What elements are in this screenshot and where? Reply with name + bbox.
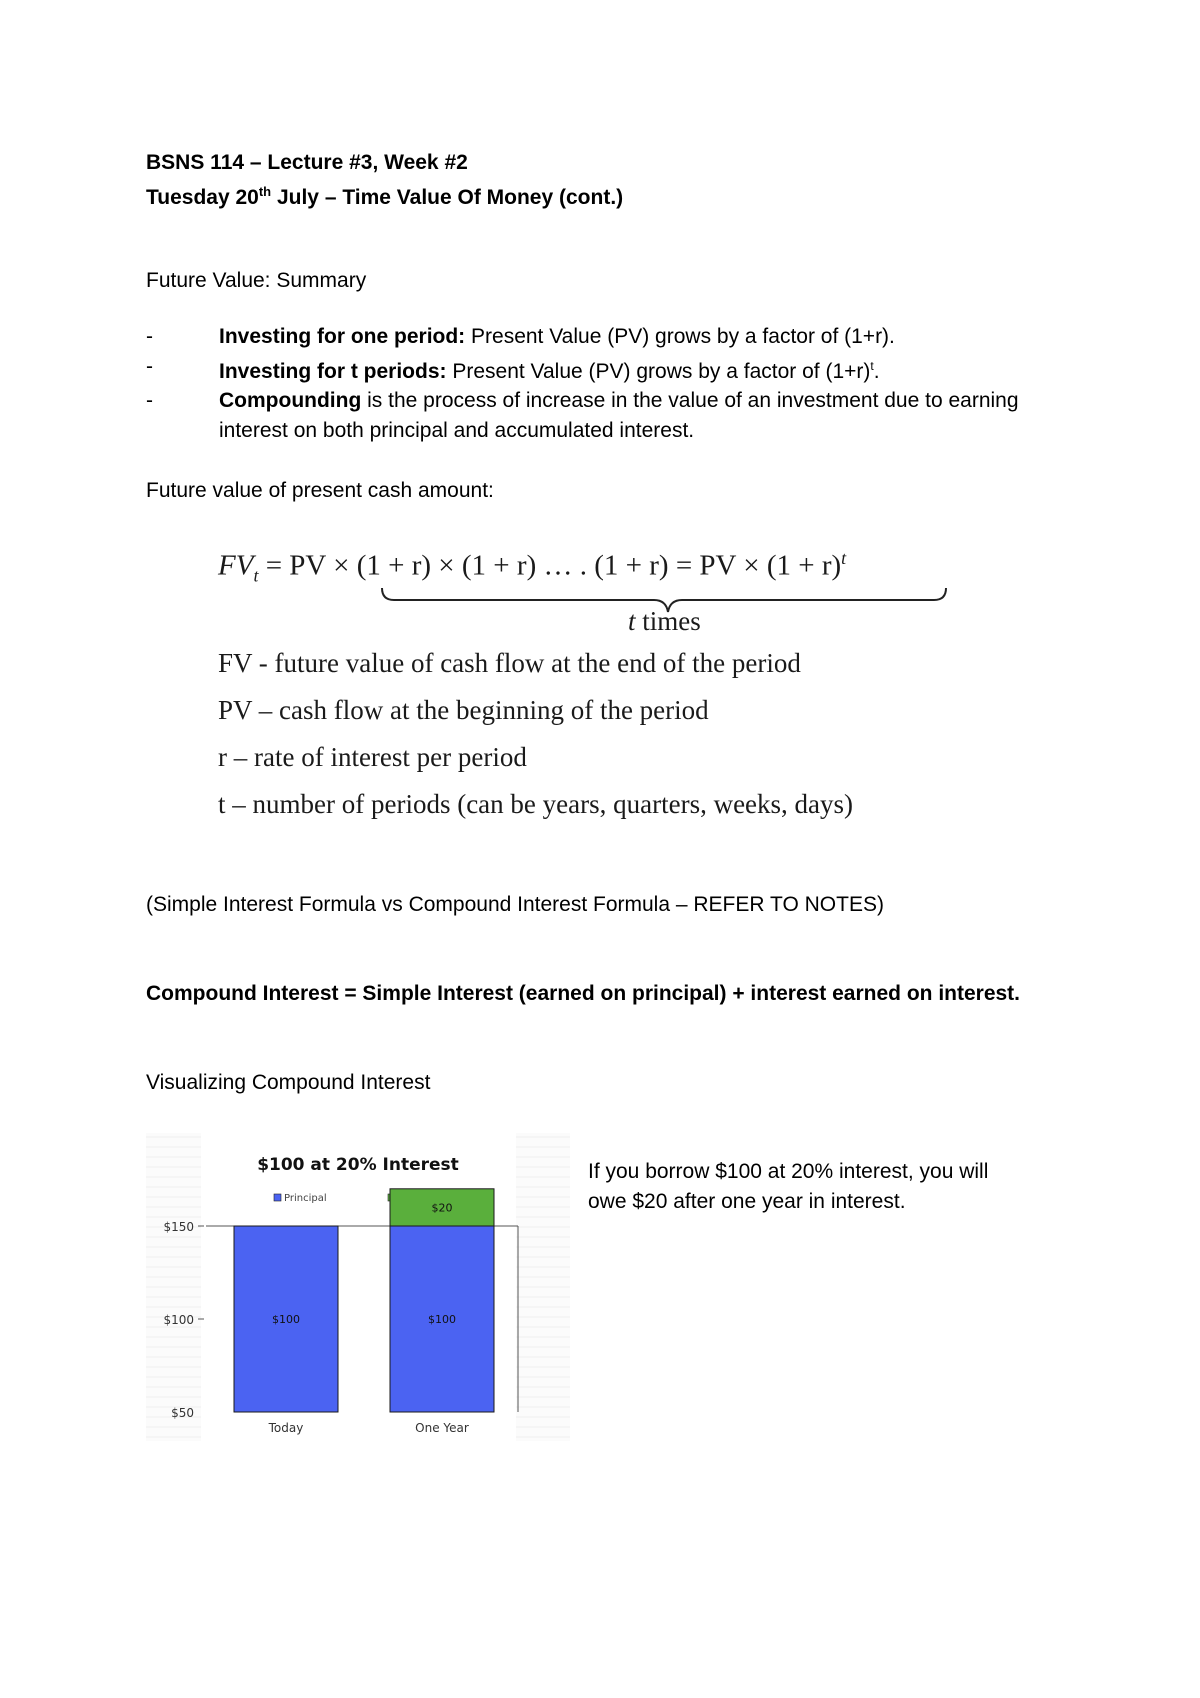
brace-label-word: times [635,606,701,636]
chart-svg [146,1133,570,1441]
formula-lhs-sub: t [253,565,259,586]
formula-eq2: = PV × (1 + r) [668,549,842,582]
formula-exp: t [841,548,847,568]
bullet-sup: t [870,358,874,373]
x-tick-label: One Year [415,1421,469,1435]
formula-equation [218,548,846,586]
bullet-bold: Compounding [219,389,362,412]
bullet-body: is the process of increase in the value of an investment due to earning [361,389,1019,412]
brace-label-var: t [628,606,636,636]
y-tick-label: $150 [163,1220,194,1234]
visualizing-heading: Visualizing Compound Interest [146,1071,431,1094]
bar-data-label: $100 [428,1313,456,1326]
simple-vs-compound-note: (Simple Interest Formula vs Compound Interest Formula – REFER TO NOTES) [146,893,884,916]
bar-data-label: $20 [431,1201,453,1215]
side-note [588,1157,988,1216]
legend-swatch [274,1194,281,1201]
side-note-line2: owe $20 after one year in interest. [588,1189,906,1213]
bar-data-label: $100 [272,1313,300,1326]
bullet-text [219,352,880,387]
bullet-text [219,322,895,352]
x-tick-label: Today [268,1421,304,1435]
formula-product: (1 + r) × (1 + r) … . (1 + r) [356,549,669,582]
bullet-text [219,386,1019,445]
subtitle-date: Tuesday 20 [146,186,259,209]
compound-interest-chart [146,1133,570,1441]
side-note-line1: If you borrow $100 at 20% interest, you will [588,1160,989,1183]
bullet-bold: Investing for one period: [219,325,466,348]
bullet-bold: Investing for t periods: [219,359,447,383]
bullet-dash: - [146,389,153,412]
bullet-body: Present Value (PV) grows by a factor of (1+r) [446,359,871,383]
definition-pv: PV – cash flow at the beginning of the period [218,695,709,725]
bullet-dash: - [146,354,153,378]
y-tick-label: $100 [163,1313,194,1327]
subtitle-topic: July – Time Value Of Money (cont.) [271,186,624,209]
compound-interest-statement: Compound Interest = Simple Interest (earned on principal) + interest earned on interest. [146,982,1021,1005]
bullet-end: . [873,359,880,383]
y-tick-label: $50 [171,1406,194,1420]
summary-heading: Future Value: Summary [146,269,367,292]
lecture-title: BSNS 114 – Lecture #3, Week #2 [146,151,468,174]
summary-list [146,322,1076,445]
definition-r: r – rate of interest per period [218,742,527,772]
formula-lhs: FV [218,549,254,582]
brace-label [628,606,701,637]
fv-heading: Future value of present cash amount: [146,479,494,502]
definition-fv: FV - future value of cash flow at the end of the period [218,648,801,678]
list-item [146,352,1076,387]
list-item [146,386,1076,445]
bullet-body: Present Value (PV) grows by a factor of (1+r). [465,325,895,348]
formula-eq1: = PV × [258,549,357,582]
legend-label: Principal [284,1193,327,1204]
chart-title: $100 at 20% Interest [257,1155,459,1175]
bullet-dash: - [146,325,153,348]
list-item [146,322,1076,352]
subtitle-sup: th [258,184,272,199]
definition-t: t – number of periods (can be years, quarters, weeks, days) [218,789,854,819]
bullet-body-line2: interest on both principal and accumulated interest. [219,418,695,442]
lecture-subtitle [146,177,623,212]
